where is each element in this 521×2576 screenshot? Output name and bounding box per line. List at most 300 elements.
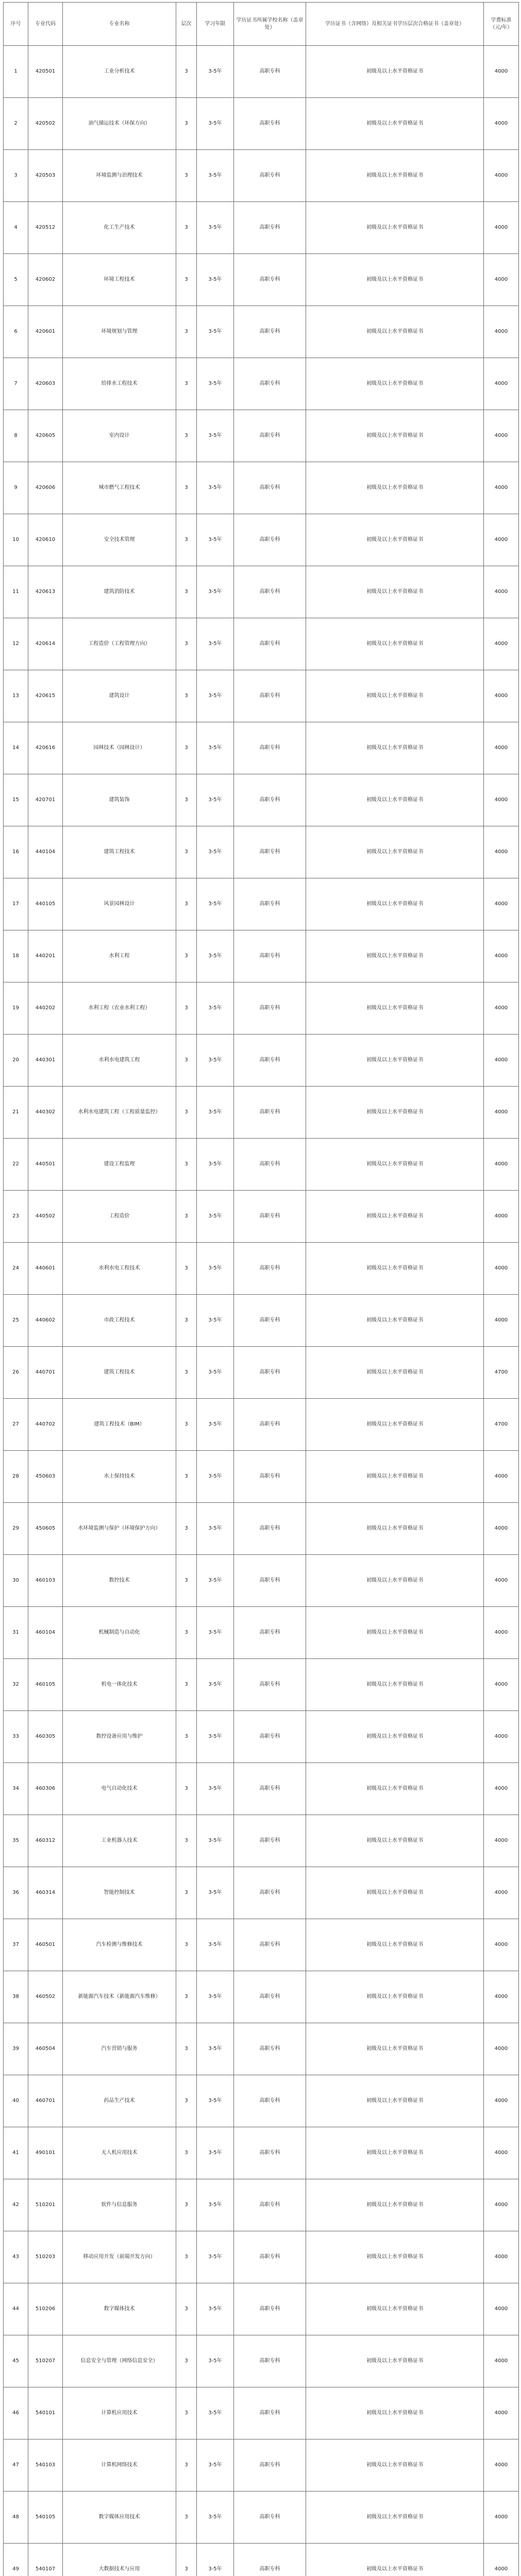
cell-fee: 4700 [484, 1347, 519, 1399]
cell-certificate: 初级及以上水平资格证书 [306, 202, 484, 254]
cell-name: 数控设备应用与维护 [63, 1711, 176, 1763]
cell-index: 37 [4, 1919, 28, 1971]
table-row [4, 930, 519, 982]
cell-certificate: 初级及以上水平资格证书 [306, 1763, 484, 1815]
cell-name: 城市燃气工程技术 [63, 462, 176, 514]
cell-fee: 4000 [484, 566, 519, 618]
cell-level: 3 [176, 2283, 197, 2335]
cell-name: 工程造价 [63, 1191, 176, 1243]
cell-fee: 4000 [484, 1451, 519, 1503]
cell-level: 3 [176, 618, 197, 670]
cell-code: 420601 [28, 306, 63, 358]
cell-index: 8 [4, 410, 28, 462]
table-header-row [4, 3, 519, 46]
cell-school: 高职专科 [234, 1035, 306, 1087]
cell-school: 高职专科 [234, 2283, 306, 2335]
cell-name: 建筑工程技术 [63, 826, 176, 878]
cell-code: 420616 [28, 722, 63, 774]
cell-school: 高职专科 [234, 1711, 306, 1763]
cell-index: 25 [4, 1295, 28, 1347]
cell-level: 3 [176, 150, 197, 202]
cell-certificate: 初级及以上水平资格证书 [306, 1555, 484, 1607]
cell-school: 高职专科 [234, 1503, 306, 1555]
cell-school: 高职专科 [234, 2127, 306, 2179]
cell-fee: 4000 [484, 826, 519, 878]
cell-school: 高职专科 [234, 1139, 306, 1191]
cell-fee: 4000 [484, 618, 519, 670]
cell-index: 49 [4, 2544, 28, 2576]
cell-code: 420614 [28, 618, 63, 670]
cell-duration: 3-5年 [197, 1139, 234, 1191]
cell-index: 32 [4, 1659, 28, 1711]
cell-code: 420603 [28, 358, 63, 410]
cell-level: 3 [176, 514, 197, 566]
cell-code: 440301 [28, 1035, 63, 1087]
cell-level: 3 [176, 46, 197, 98]
cell-code: 440702 [28, 1399, 63, 1451]
cell-fee: 4000 [484, 1139, 519, 1191]
cell-code: 540101 [28, 2387, 63, 2439]
cell-school: 高职专科 [234, 774, 306, 826]
cell-index: 16 [4, 826, 28, 878]
cell-code: 460103 [28, 1555, 63, 1607]
table-row [4, 1867, 519, 1919]
table-row [4, 1139, 519, 1191]
cell-fee: 4000 [484, 514, 519, 566]
cell-duration: 3-5年 [197, 2075, 234, 2127]
cell-fee: 4000 [484, 2335, 519, 2387]
cell-index: 20 [4, 1035, 28, 1087]
table-row [4, 2387, 519, 2439]
cell-code: 440202 [28, 982, 63, 1035]
cell-index: 39 [4, 2023, 28, 2075]
cell-certificate: 初级及以上水平资格证书 [306, 826, 484, 878]
cell-school: 高职专科 [234, 1399, 306, 1451]
cell-index: 11 [4, 566, 28, 618]
cell-duration: 3-5年 [197, 2231, 234, 2283]
cell-name: 水利水电建筑工程 [63, 1035, 176, 1087]
cell-level: 3 [176, 1971, 197, 2023]
cell-level: 3 [176, 1399, 197, 1451]
cell-name: 给排水工程技术 [63, 358, 176, 410]
cell-fee: 4000 [484, 2544, 519, 2576]
cell-index: 26 [4, 1347, 28, 1399]
cell-code: 420615 [28, 670, 63, 722]
cell-level: 3 [176, 2335, 197, 2387]
table-row [4, 1659, 519, 1711]
table-row [4, 358, 519, 410]
cell-duration: 3-5年 [197, 982, 234, 1035]
cell-fee: 4000 [484, 462, 519, 514]
cell-code: 420610 [28, 514, 63, 566]
cell-level: 3 [176, 254, 197, 306]
cell-index: 4 [4, 202, 28, 254]
cell-fee: 4000 [484, 1503, 519, 1555]
cell-school: 高职专科 [234, 1295, 306, 1347]
cell-school: 高职专科 [234, 1919, 306, 1971]
cell-code: 490101 [28, 2127, 63, 2179]
cell-fee: 4000 [484, 2127, 519, 2179]
cell-school: 高职专科 [234, 2335, 306, 2387]
cell-code: 450605 [28, 1503, 63, 1555]
table-row [4, 2127, 519, 2179]
cell-fee: 4000 [484, 2439, 519, 2492]
table-row [4, 2335, 519, 2387]
cell-school: 高职专科 [234, 1191, 306, 1243]
cell-school: 高职专科 [234, 2075, 306, 2127]
cell-level: 3 [176, 1607, 197, 1659]
cell-level: 3 [176, 358, 197, 410]
cell-fee: 4000 [484, 2023, 519, 2075]
cell-duration: 3-5年 [197, 1035, 234, 1087]
table-row [4, 566, 519, 618]
cell-index: 21 [4, 1087, 28, 1139]
cell-index: 15 [4, 774, 28, 826]
table-row [4, 2231, 519, 2283]
cell-duration: 3-5年 [197, 878, 234, 930]
cell-name: 机电一体化技术 [63, 1659, 176, 1711]
cell-code: 420512 [28, 202, 63, 254]
cell-fee: 4000 [484, 2283, 519, 2335]
cell-school: 高职专科 [234, 930, 306, 982]
cell-school: 高职专科 [234, 358, 306, 410]
cell-code: 460104 [28, 1607, 63, 1659]
cell-school: 高职专科 [234, 2387, 306, 2439]
cell-school: 高职专科 [234, 254, 306, 306]
cell-certificate: 初级及以上水平资格证书 [306, 358, 484, 410]
cell-duration: 3-5年 [197, 2544, 234, 2576]
cell-school: 高职专科 [234, 1451, 306, 1503]
cell-school: 高职专科 [234, 1347, 306, 1399]
cell-level: 3 [176, 2439, 197, 2492]
cell-index: 3 [4, 150, 28, 202]
cell-school: 高职专科 [234, 410, 306, 462]
table-row [4, 1451, 519, 1503]
cell-name: 数字媒体技术 [63, 2283, 176, 2335]
cell-index: 36 [4, 1867, 28, 1919]
cell-code: 460502 [28, 1971, 63, 2023]
cell-fee: 4000 [484, 150, 519, 202]
cell-certificate: 初级及以上水平资格证书 [306, 2179, 484, 2231]
cell-certificate: 初级及以上水平资格证书 [306, 1867, 484, 1919]
cell-name: 环境规划与管理 [63, 306, 176, 358]
cell-level: 3 [176, 462, 197, 514]
cell-name: 工业分析技术 [63, 46, 176, 98]
cell-school: 高职专科 [234, 566, 306, 618]
cell-level: 3 [176, 1867, 197, 1919]
cell-certificate: 初级及以上水平资格证书 [306, 410, 484, 462]
cell-certificate: 初级及以上水平资格证书 [306, 1035, 484, 1087]
cell-certificate: 初级及以上水平资格证书 [306, 1191, 484, 1243]
cell-school: 高职专科 [234, 878, 306, 930]
cell-code: 420602 [28, 254, 63, 306]
cell-certificate: 初级及以上水平资格证书 [306, 774, 484, 826]
cell-certificate: 初级及以上水平资格证书 [306, 722, 484, 774]
header-code: 专业代码 [28, 3, 63, 46]
cell-code: 460701 [28, 2075, 63, 2127]
cell-certificate: 初级及以上水平资格证书 [306, 2283, 484, 2335]
table-row [4, 1607, 519, 1659]
cell-code: 460105 [28, 1659, 63, 1711]
cell-name: 安全技术管理 [63, 514, 176, 566]
cell-name: 新能源汽车技术（新能源汽车维修） [63, 1971, 176, 2023]
cell-level: 3 [176, 98, 197, 150]
cell-name: 建筑消防技术 [63, 566, 176, 618]
cell-fee: 4000 [484, 1919, 519, 1971]
table-row [4, 2544, 519, 2576]
cell-certificate: 初级及以上水平资格证书 [306, 1347, 484, 1399]
cell-index: 30 [4, 1555, 28, 1607]
cell-duration: 3-5年 [197, 566, 234, 618]
cell-name: 大数据技术与应用 [63, 2544, 176, 2576]
cell-duration: 3-5年 [197, 2023, 234, 2075]
cell-index: 13 [4, 670, 28, 722]
cell-name: 水利水电建筑工程（工程质量监控） [63, 1087, 176, 1139]
cell-fee: 4000 [484, 2231, 519, 2283]
table-row [4, 2023, 519, 2075]
cell-code: 460501 [28, 1919, 63, 1971]
cell-level: 3 [176, 826, 197, 878]
cell-school: 高职专科 [234, 618, 306, 670]
cell-duration: 3-5年 [197, 930, 234, 982]
cell-code: 540105 [28, 2492, 63, 2544]
cell-fee: 4000 [484, 1243, 519, 1295]
cell-name: 油气储运技术（环保方向） [63, 98, 176, 150]
cell-certificate: 初级及以上水平资格证书 [306, 930, 484, 982]
cell-school: 高职专科 [234, 722, 306, 774]
cell-name: 水利水电工程技术 [63, 1243, 176, 1295]
cell-index: 10 [4, 514, 28, 566]
header-duration: 学习年限 [197, 3, 234, 46]
table-row [4, 826, 519, 878]
table-row [4, 1295, 519, 1347]
cell-fee: 4000 [484, 2075, 519, 2127]
cell-index: 48 [4, 2492, 28, 2544]
cell-level: 3 [176, 1659, 197, 1711]
cell-level: 3 [176, 2492, 197, 2544]
table-row [4, 514, 519, 566]
table-row [4, 1191, 519, 1243]
cell-name: 数字媒体应用技术 [63, 2492, 176, 2544]
cell-code: 510206 [28, 2283, 63, 2335]
table-row [4, 306, 519, 358]
table-row [4, 254, 519, 306]
cell-fee: 4000 [484, 1815, 519, 1867]
cell-name: 工程造价（工程管理方向） [63, 618, 176, 670]
cell-duration: 3-5年 [197, 1295, 234, 1347]
table-row [4, 202, 519, 254]
cell-certificate: 初级及以上水平资格证书 [306, 2231, 484, 2283]
cell-duration: 3-5年 [197, 202, 234, 254]
table-row [4, 722, 519, 774]
cell-code: 460306 [28, 1763, 63, 1815]
table-row [4, 98, 519, 150]
cell-index: 23 [4, 1191, 28, 1243]
cell-code: 420501 [28, 46, 63, 98]
cell-certificate: 初级及以上水平资格证书 [306, 2439, 484, 2492]
cell-index: 42 [4, 2179, 28, 2231]
cell-school: 高职专科 [234, 514, 306, 566]
cell-code: 440501 [28, 1139, 63, 1191]
cell-duration: 3-5年 [197, 1451, 234, 1503]
cell-certificate: 初级及以上水平资格证书 [306, 1711, 484, 1763]
cell-school: 高职专科 [234, 2492, 306, 2544]
cell-certificate: 初级及以上水平资格证书 [306, 1659, 484, 1711]
cell-certificate: 初级及以上水平资格证书 [306, 306, 484, 358]
cell-certificate: 初级及以上水平资格证书 [306, 1451, 484, 1503]
cell-level: 3 [176, 774, 197, 826]
cell-duration: 3-5年 [197, 774, 234, 826]
cell-school: 高职专科 [234, 46, 306, 98]
cell-certificate: 初级及以上水平资格证书 [306, 1139, 484, 1191]
table-row [4, 1347, 519, 1399]
cell-code: 420605 [28, 410, 63, 462]
cell-name: 计算机网络技术 [63, 2439, 176, 2492]
cell-name: 建设工程监理 [63, 1139, 176, 1191]
table-row [4, 1035, 519, 1087]
cell-fee: 4000 [484, 1035, 519, 1087]
cell-certificate: 初级及以上水平资格证书 [306, 514, 484, 566]
cell-duration: 3-5年 [197, 2127, 234, 2179]
cell-school: 高职专科 [234, 462, 306, 514]
cell-certificate: 初级及以上水平资格证书 [306, 566, 484, 618]
cell-index: 28 [4, 1451, 28, 1503]
cell-index: 19 [4, 982, 28, 1035]
cell-code: 440104 [28, 826, 63, 878]
table-row [4, 1763, 519, 1815]
cell-duration: 3-5年 [197, 618, 234, 670]
cell-name: 建筑工程技术 [63, 1347, 176, 1399]
cell-fee: 4000 [484, 1763, 519, 1815]
cell-duration: 3-5年 [197, 1607, 234, 1659]
cell-fee: 4000 [484, 1659, 519, 1711]
cell-name: 智能控制技术 [63, 1867, 176, 1919]
table-row [4, 462, 519, 514]
cell-duration: 3-5年 [197, 1555, 234, 1607]
cell-level: 3 [176, 2544, 197, 2576]
cell-name: 水土保持技术 [63, 1451, 176, 1503]
cell-level: 3 [176, 1087, 197, 1139]
cell-fee: 4000 [484, 410, 519, 462]
cell-certificate: 初级及以上水平资格证书 [306, 2075, 484, 2127]
cell-code: 460314 [28, 1867, 63, 1919]
header-fee: 学费标准（元/年） [484, 3, 519, 46]
table-row [4, 2283, 519, 2335]
cell-fee: 4000 [484, 98, 519, 150]
cell-index: 41 [4, 2127, 28, 2179]
cell-level: 3 [176, 202, 197, 254]
cell-index: 5 [4, 254, 28, 306]
cell-certificate: 初级及以上水平资格证书 [306, 2387, 484, 2439]
cell-index: 33 [4, 1711, 28, 1763]
cell-school: 高职专科 [234, 150, 306, 202]
cell-name: 建筑设计 [63, 670, 176, 722]
cell-level: 3 [176, 930, 197, 982]
cell-index: 29 [4, 1503, 28, 1555]
table-row [4, 1919, 519, 1971]
cell-certificate: 初级及以上水平资格证书 [306, 254, 484, 306]
cell-level: 3 [176, 566, 197, 618]
cell-school: 高职专科 [234, 2179, 306, 2231]
cell-level: 3 [176, 2179, 197, 2231]
cell-name: 无人机应用技术 [63, 2127, 176, 2179]
cell-name: 软件与信息服务 [63, 2179, 176, 2231]
cell-code: 420613 [28, 566, 63, 618]
cell-name: 化工生产技术 [63, 202, 176, 254]
cell-duration: 3-5年 [197, 1919, 234, 1971]
cell-name: 风景园林设计 [63, 878, 176, 930]
header-index: 序号 [4, 3, 28, 46]
cell-duration: 3-5年 [197, 1971, 234, 2023]
cell-level: 3 [176, 2231, 197, 2283]
cell-level: 3 [176, 1763, 197, 1815]
cell-name: 移动应用开发（前端开发方向） [63, 2231, 176, 2283]
cell-certificate: 初级及以上水平资格证书 [306, 46, 484, 98]
cell-index: 7 [4, 358, 28, 410]
cell-code: 510207 [28, 2335, 63, 2387]
cell-code: 420606 [28, 462, 63, 514]
table-row [4, 2439, 519, 2492]
cell-level: 3 [176, 722, 197, 774]
cell-index: 24 [4, 1243, 28, 1295]
cell-level: 3 [176, 1347, 197, 1399]
cell-name: 汽车检测与维修技术 [63, 1919, 176, 1971]
cell-name: 建筑装饰 [63, 774, 176, 826]
table-row [4, 150, 519, 202]
cell-duration: 3-5年 [197, 2439, 234, 2492]
cell-fee: 4000 [484, 2492, 519, 2544]
cell-level: 3 [176, 1815, 197, 1867]
cell-index: 31 [4, 1607, 28, 1659]
cell-code: 510203 [28, 2231, 63, 2283]
table-row [4, 670, 519, 722]
cell-fee: 4000 [484, 878, 519, 930]
cell-fee: 4000 [484, 358, 519, 410]
cell-name: 计算机应用技术 [63, 2387, 176, 2439]
cell-name: 水环境监测与保护（环境保护方向） [63, 1503, 176, 1555]
cell-fee: 4000 [484, 1867, 519, 1919]
cell-fee: 4000 [484, 2179, 519, 2231]
cell-school: 高职专科 [234, 2023, 306, 2075]
cell-fee: 4000 [484, 774, 519, 826]
cell-index: 47 [4, 2439, 28, 2492]
cell-index: 46 [4, 2387, 28, 2439]
cell-code: 440302 [28, 1087, 63, 1139]
cell-duration: 3-5年 [197, 2492, 234, 2544]
cell-code: 450603 [28, 1451, 63, 1503]
enrollment-table-sheet [3, 2, 518, 2576]
cell-duration: 3-5年 [197, 98, 234, 150]
cell-duration: 3-5年 [197, 254, 234, 306]
cell-index: 22 [4, 1139, 28, 1191]
cell-school: 高职专科 [234, 306, 306, 358]
cell-school: 高职专科 [234, 1971, 306, 2023]
cell-certificate: 初级及以上水平资格证书 [306, 150, 484, 202]
table-row [4, 1503, 519, 1555]
cell-level: 3 [176, 1243, 197, 1295]
cell-certificate: 初级及以上水平资格证书 [306, 1503, 484, 1555]
cell-fee: 4000 [484, 1295, 519, 1347]
table-row [4, 618, 519, 670]
cell-index: 6 [4, 306, 28, 358]
cell-certificate: 初级及以上水平资格证书 [306, 98, 484, 150]
cell-certificate: 初级及以上水平资格证书 [306, 1243, 484, 1295]
cell-fee: 4000 [484, 1971, 519, 2023]
cell-duration: 3-5年 [197, 1503, 234, 1555]
cell-certificate: 初级及以上水平资格证书 [306, 1087, 484, 1139]
table-row [4, 982, 519, 1035]
cell-name: 数控技术 [63, 1555, 176, 1607]
